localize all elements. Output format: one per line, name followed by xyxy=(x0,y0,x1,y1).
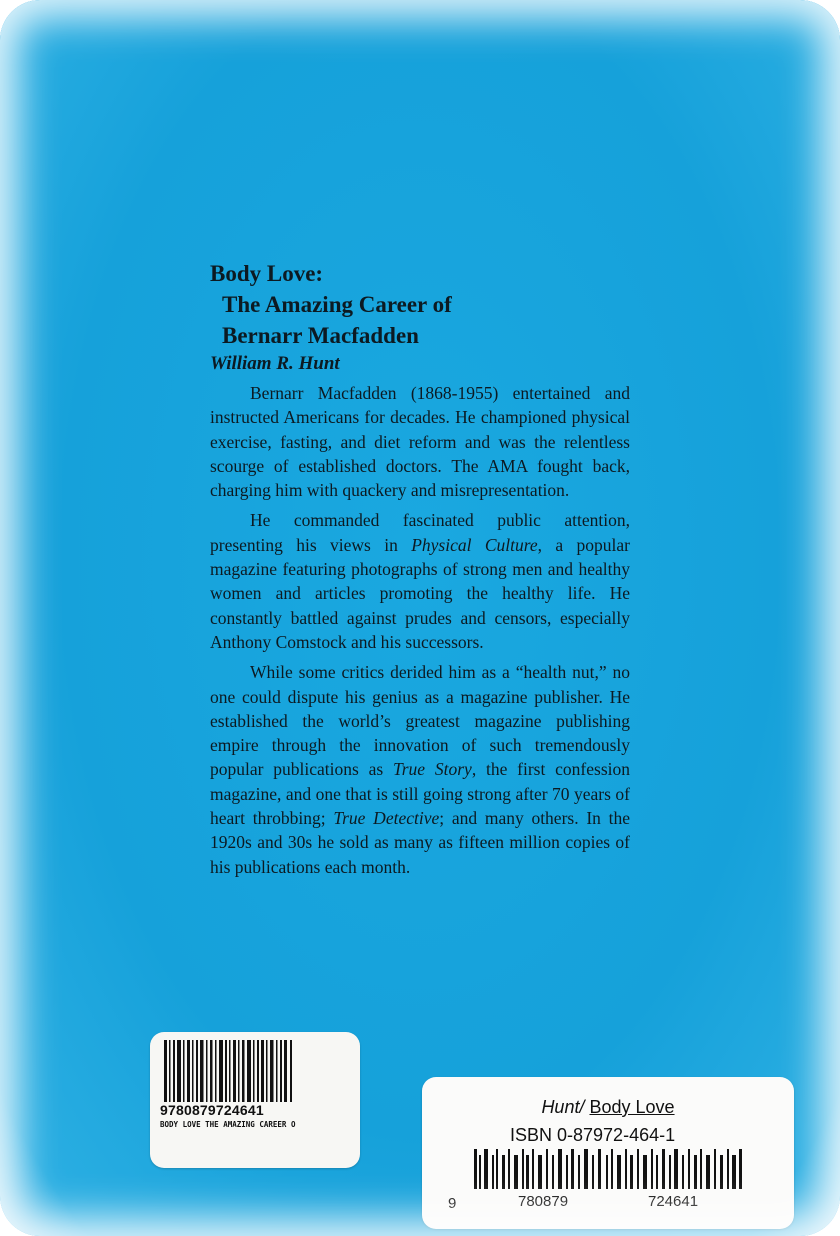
barcode-digit-first: 9 xyxy=(448,1195,457,1212)
blurb-paragraph-3 xyxy=(210,660,630,879)
barcode-sticker-left xyxy=(150,1032,360,1168)
barcode-sticker-right xyxy=(422,1077,794,1229)
blurb-paragraph-2-part-b: , a popular magazine featuring photographs of strong men and healthy women and articles promoting the healthy life. He constantly battled against prudes and censors, especially Anthony Comstock and his successors. xyxy=(210,534,630,652)
book-title-line-1: Body Love: xyxy=(210,261,324,286)
blurb-paragraph-1: Bernarr Macfadden (1868-1955) entertained and instructed Americans for decades. He championed physical exercise, fasting, and diet reform and was the relentless scourge of established doctors. The AMA fought back, charging him with quackery and misrepresentation. xyxy=(210,383,630,501)
blurb-paragraph-3-part-b: , the first confession magazine, and one that is still going strong after 70 years of heart throbbing; xyxy=(210,759,630,829)
isbn-label: ISBN 0-87972-464-1 xyxy=(510,1125,676,1145)
magazine-title-physical-culture: Physical Culture xyxy=(411,534,538,555)
blurb-block xyxy=(210,258,630,885)
barcode-right-icon xyxy=(474,1149,742,1189)
sticker-author: Hunt/ xyxy=(541,1097,585,1117)
book-title-line-2: The Amazing Career of xyxy=(222,292,452,317)
barcode-left-number: 9780879724641 xyxy=(160,1102,264,1118)
blurb-paragraph-2 xyxy=(210,508,630,654)
blurb-paragraph-3-part-a: While some critics derided him as a “health nut,” no one could dispute his genius as a magazine publisher. He established the world’s greatest magazine publishing empire through the innovation of such tremendously popular publications as xyxy=(210,662,630,780)
barcode-left-icon xyxy=(164,1040,294,1102)
sticker-title: Body Love xyxy=(589,1097,675,1117)
blurb-paragraph-3-part-c: ; and many others. In the 1920s and 30s he sold as many as fifteen million copies of his publications each month. xyxy=(210,808,631,877)
barcode-left-caption: BODY LOVE THE AMAZING CAREER O xyxy=(160,1120,296,1129)
sticker-heading xyxy=(422,1097,794,1118)
barcode-digits-group-1: 780879 xyxy=(518,1193,569,1210)
blurb-paragraph-2-part-a: He commanded fascinated public attention, presenting his views in xyxy=(210,510,630,555)
book-title-line-3: Bernarr Macfadden xyxy=(222,323,419,348)
barcode-digits-group-2: 724641 xyxy=(648,1193,699,1210)
magazine-title-true-story: True Story xyxy=(392,759,472,780)
magazine-title-true-detective: True Detective xyxy=(333,808,440,829)
book-author: William R. Hunt xyxy=(210,353,340,374)
